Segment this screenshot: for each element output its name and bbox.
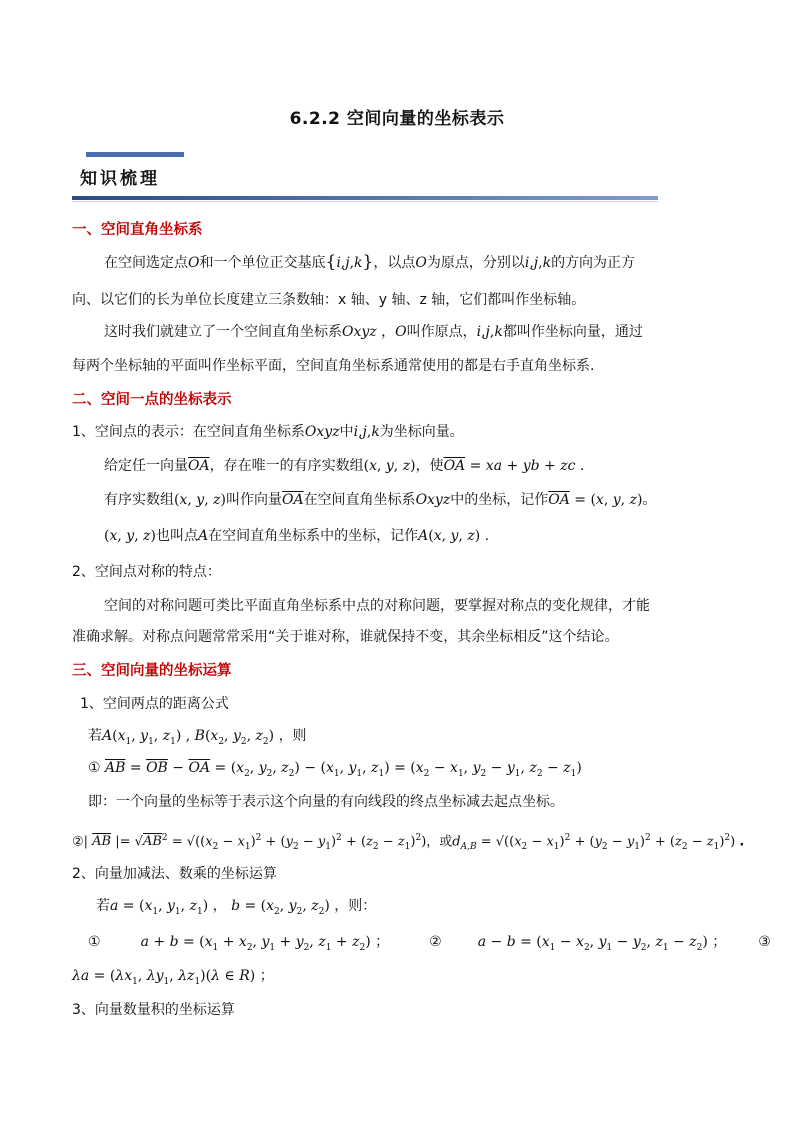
- page-title: 6.2.2 空间向量的坐标表示: [289, 109, 505, 129]
- text: 中的坐标，记作: [450, 492, 549, 508]
- banner-rule: [72, 196, 658, 200]
- symmetry-para-1: 空间的对称问题可类比平面直角坐标系中点的对称问题，要掌握对称点的变化规律，才能: [104, 598, 650, 614]
- para-2-line-1: 这时我们就建立了一个空间直角坐标系Oxyz ，O叫作原点，i,j,k都叫作坐标向量，通过: [104, 324, 643, 340]
- banner-label: 知识梳理: [80, 169, 160, 189]
- point-a-line: (x, y, z)也叫点A在空间直角坐标系中的坐标，记作A(x, y, z) .: [104, 528, 490, 544]
- text: 1、空间点的表示：在空间直角坐标系: [72, 424, 305, 440]
- text: 中: [339, 424, 354, 440]
- banner-accent-bar: [86, 152, 184, 157]
- text: 若: [96, 898, 110, 914]
- point-repr-line: 1、空间点的表示：在空间直角坐标系Oxyz中i,j,k为坐标向量。: [72, 424, 464, 440]
- para-1-line-1: 在空间选定点O和一个单位正交基底{i,j,k}，以点O为原点，分别以i,j,k的方向为正方: [104, 252, 636, 272]
- dot-product-title: 3、向量数量积的坐标运算: [72, 1002, 235, 1018]
- text: 为坐标向量。: [379, 424, 464, 440]
- text: ，使: [415, 458, 444, 474]
- distance-title: 1、空间两点的距离公式: [80, 696, 229, 712]
- heading-point-coordinates: 二、空间一点的坐标表示: [72, 392, 232, 408]
- para-2-line-2: 每两个坐标轴的平面叫作坐标平面，空间直角坐标系通常使用的都是右手直角坐标系.: [72, 358, 595, 374]
- symmetry-para-2: 准确求解。对称点问题常常采用“关于谁对称，谁就保持不变，其余坐标相反”这个结论。: [72, 629, 619, 645]
- text: ②: [429, 934, 442, 950]
- text: ，存在唯一的有序实数组: [209, 458, 364, 474]
- text: ，以点: [373, 255, 416, 271]
- text: 和一个单位正交基底: [199, 255, 326, 271]
- distance-formula-line: ②| $\overline{AB}$ |= $√AB^2 = √((x_2 - x_1)^2 + (y_2 - y_1)^2 + (z_2 - z_1)^2)$，或$d_{A,B} = √((x_2 - x_1)^2 + (y_2 - y_1)^2 + (z_2 - z_1)^2)$ .: [72, 833, 745, 852]
- text: 在空间选定点: [104, 255, 188, 271]
- vectors-ab-line: 若$a = (x_1$, $y_1$, $z_1$) ， $b = (x_2$, $y_2$, $z_2$) ，则：: [96, 898, 377, 917]
- text: 给定任一向量: [104, 458, 188, 474]
- scalar-mult-line: $\lambda a = (\lambda x_1$, $\lambda y_1$, $\lambda z_1)(\lambda$ ∈ R) ；: [72, 968, 274, 987]
- operations-line: ① $a + b = (x_1 + x_2$, $y_1 + y_2$, $z_1 + z_2$) ； ② $a - b = (x_1 - x_2$, $y_1 - y_2$, $z_1 - z_2$) ； ③: [88, 934, 771, 953]
- text: 在空间直角坐标系中的坐标，记作: [208, 528, 419, 544]
- points-ab-line: 若$A(x_1$, $y_1$, $z_1$) , $B(x_2$, $y_2$, $z_2$) ，则: [88, 728, 307, 747]
- text: ，或: [426, 834, 453, 850]
- add-sub-title: 2、向量加减法、数乘的坐标运算: [72, 866, 277, 882]
- text: x 轴、y 轴、z 轴，它们都叫作坐标轴。: [338, 292, 586, 308]
- ordered-triple-line: 有序实数组(x, y, z)叫作向量$\overline{OA}$在空间直角坐标系Oxyz中的坐标，记作$\overline{OA} = (x$, y, z)。: [104, 492, 657, 508]
- text: 都叫作坐标向量，通过: [502, 324, 643, 340]
- text: 在空间直角坐标系: [303, 492, 416, 508]
- symmetry-title: 2、空间点对称的特点：: [72, 564, 221, 580]
- text: 有序实数组: [104, 492, 174, 508]
- text: 叫作向量: [225, 492, 282, 508]
- text: ，则: [278, 728, 307, 744]
- text: 也叫点: [155, 528, 198, 544]
- para-1-line-2: [72, 290, 585, 310]
- text: ，则：: [334, 898, 377, 914]
- text: ③: [758, 934, 771, 950]
- text: 若: [88, 728, 102, 744]
- explanation-line: 即：一个向量的坐标等于表示这个向量的有向线段的终点坐标减去起点坐标。: [88, 794, 564, 810]
- section-banner: [72, 150, 664, 206]
- text: ①: [88, 934, 101, 950]
- heading-coordinate-system: 一、空间直角坐标系: [72, 222, 203, 238]
- banner-rule-shadow: [72, 201, 658, 202]
- text: 的方向为正方: [551, 255, 636, 271]
- text: 叫作原点，: [406, 324, 477, 340]
- heading-vector-operations: 三、空间向量的坐标运算: [72, 663, 232, 679]
- vector-oa-line: 给定任一向量$\overline{OA}$，存在唯一的有序实数组(x, y, z)，使$\overline{OA}$ = xa + yb + zc .: [104, 458, 585, 474]
- text: 向、以它们的长为单位长度建立三条数轴：: [72, 292, 338, 308]
- text: 为原点，分别以: [426, 255, 525, 271]
- ab-coordinate-line: ① $\overline{AB} = \overline{OB} - \overline{OA} = (x_2$, $y_2$, $z_2) - (x_1$, $y_1$, $z_1) = (x_2 - x_1$, $y_2 - y_1$, $z_2 - z_1$): [88, 760, 582, 779]
- text: 这时我们就建立了一个空间直角坐标系: [104, 324, 342, 340]
